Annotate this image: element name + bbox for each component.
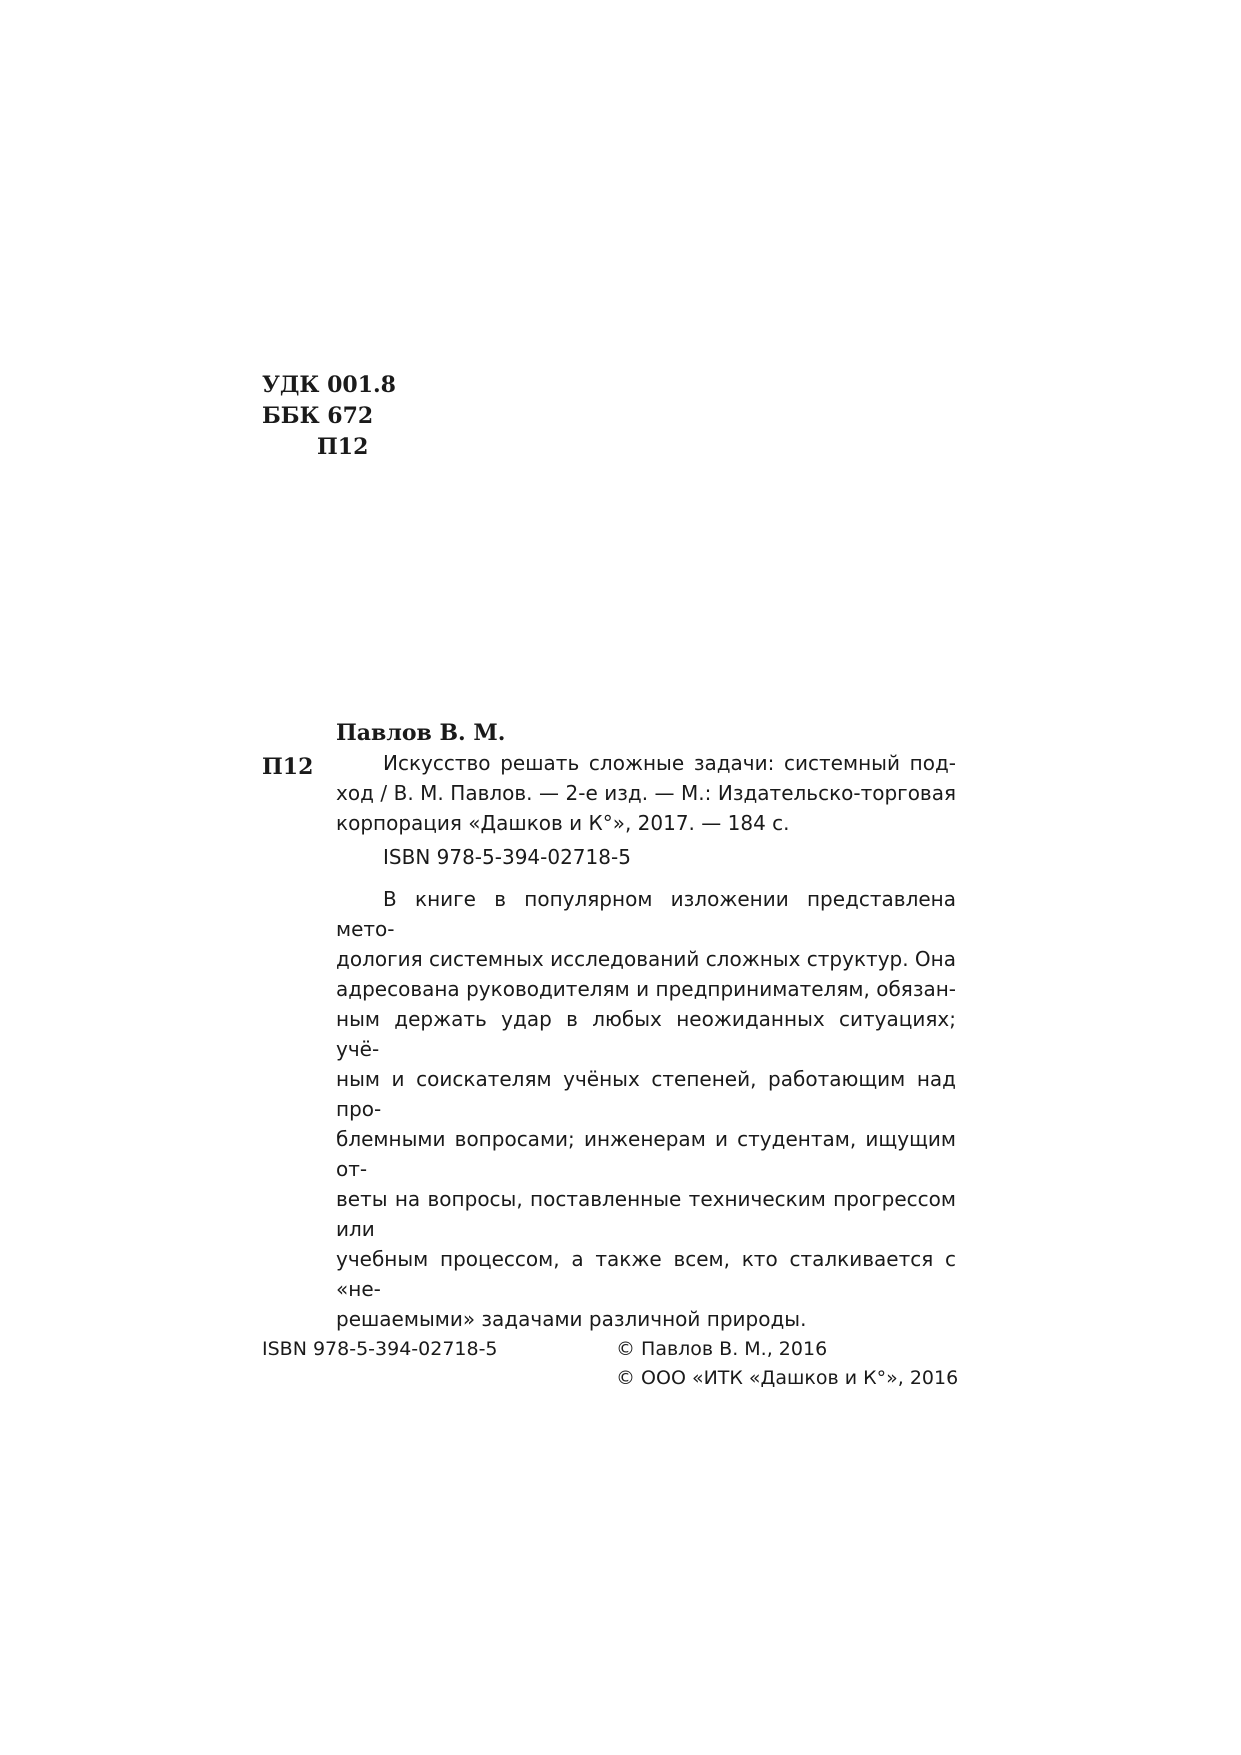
description-line: корпорация «Дашков и К°», 2017. — 184 с. bbox=[336, 811, 790, 835]
udk-code: УДК 001.8 bbox=[262, 372, 396, 398]
annotation-line: ным и соискателям учёных степеней, работающим над про- bbox=[336, 1067, 956, 1121]
description-line: Искусство решать сложные задачи: системный под- bbox=[383, 751, 956, 775]
annotation-line: дология системных исследований сложных структур. Она bbox=[336, 947, 957, 971]
footer-isbn: ISBN 978-5-394-02718-5 bbox=[262, 1338, 498, 1360]
annotation-line: учебным процессом, а также всем, кто сталкивается с «не- bbox=[336, 1247, 956, 1301]
annotation bbox=[336, 884, 956, 1334]
isbn-text: ISBN 978-5-394-02718-5 bbox=[383, 845, 631, 869]
author-mark-code: П12 bbox=[317, 434, 369, 460]
bibliographic-description bbox=[336, 748, 956, 838]
copyright-publisher: © ООО «ИТК «Дашков и К°», 2016 bbox=[616, 1367, 959, 1389]
author-mark-margin: П12 bbox=[262, 754, 314, 780]
isbn-line bbox=[336, 842, 956, 872]
annotation-line: решаемыми» задачами различной природы. bbox=[336, 1307, 807, 1331]
bbk-code: ББК 672 bbox=[262, 403, 374, 429]
annotation-line: ным держать удар в любых неожиданных ситуациях; учё- bbox=[336, 1007, 956, 1061]
annotation-line: В книге в популярном изложении представлена мето- bbox=[336, 887, 956, 941]
annotation-line: блемными вопросами; инженерам и студентам, ищущим от- bbox=[336, 1127, 956, 1181]
copyright-block bbox=[616, 1335, 958, 1393]
author-heading: Павлов В. М. bbox=[336, 720, 506, 746]
description-line: ход / В. М. Павлов. — 2-е изд. — М.: Издательско-торговая bbox=[336, 781, 956, 805]
annotation-line: адресована руководителям и предпринимателям, обязан- bbox=[336, 977, 956, 1001]
classification-codes bbox=[262, 370, 396, 463]
annotation-line: веты на вопросы, поставленные техническим прогрессом или bbox=[336, 1187, 956, 1241]
copyright-author: © Павлов В. М., 2016 bbox=[616, 1338, 828, 1360]
